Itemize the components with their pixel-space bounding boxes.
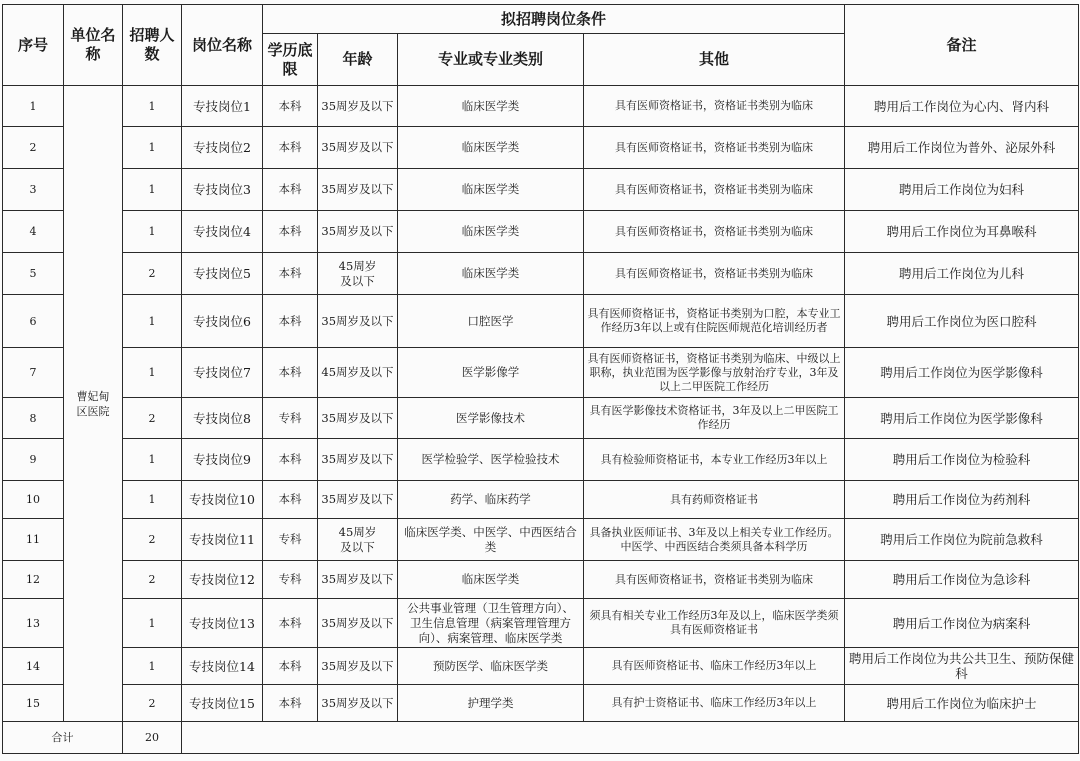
- cell-position: 专技岗位4: [182, 211, 263, 253]
- cell-age: 45周岁及以下: [318, 519, 398, 561]
- cell-remarks: 聘用后工作岗位为医学影像科: [845, 348, 1079, 398]
- cell-count: 1: [123, 127, 182, 169]
- total-label: 合计: [3, 722, 123, 754]
- cell-position: 专技岗位13: [182, 599, 263, 648]
- cell-age: 35周岁及以下: [318, 169, 398, 211]
- cell-count: 1: [123, 169, 182, 211]
- cell-major: 药学、临床药学: [398, 481, 584, 519]
- cell-major: 临床医学类: [398, 169, 584, 211]
- cell-remarks: 聘用后工作岗位为检验科: [845, 439, 1079, 481]
- table-row: [3, 169, 1079, 211]
- table-row: [3, 86, 1079, 127]
- cell-seq: 9: [3, 439, 64, 481]
- header-unit: 单位名称: [64, 5, 123, 86]
- cell-seq: 2: [3, 127, 64, 169]
- table-row: [3, 398, 1079, 439]
- cell-count: 1: [123, 481, 182, 519]
- header-education: 学历底限: [263, 34, 318, 86]
- cell-major: 临床医学类: [398, 86, 584, 127]
- cell-count: 2: [123, 561, 182, 599]
- recruitment-table: [2, 4, 1079, 754]
- cell-remarks: 聘用后工作岗位为儿科: [845, 253, 1079, 295]
- cell-education: 本科: [263, 439, 318, 481]
- cell-major: 临床医学类: [398, 211, 584, 253]
- cell-education: 本科: [263, 648, 318, 685]
- cell-other: 具有医师资格证书，资格证书类别为临床: [584, 211, 845, 253]
- cell-seq: 6: [3, 295, 64, 348]
- cell-major: 护理学类: [398, 685, 584, 722]
- cell-major: 口腔医学: [398, 295, 584, 348]
- cell-age: 35周岁及以下: [318, 481, 398, 519]
- cell-remarks: 聘用后工作岗位为普外、泌尿外科: [845, 127, 1079, 169]
- cell-count: 1: [123, 86, 182, 127]
- cell-major: 临床医学类: [398, 253, 584, 295]
- header-conditions-group: 拟招聘岗位条件: [263, 5, 845, 34]
- cell-other: 具有护士资格证书、临床工作经历3年以上: [584, 685, 845, 722]
- cell-position: 专技岗位7: [182, 348, 263, 398]
- cell-major: 医学检验学、医学检验技术: [398, 439, 584, 481]
- cell-position: 专技岗位15: [182, 685, 263, 722]
- cell-count: 1: [123, 599, 182, 648]
- cell-remarks: 聘用后工作岗位为药剂科: [845, 481, 1079, 519]
- cell-major: 临床医学类: [398, 561, 584, 599]
- cell-education: 本科: [263, 86, 318, 127]
- cell-remarks: 聘用后工作岗位为病案科: [845, 599, 1079, 648]
- cell-age: 35周岁及以下: [318, 211, 398, 253]
- cell-other: 具有医师资格证书、临床工作经历3年以上: [584, 648, 845, 685]
- cell-other: 具有医师资格证书，资格证书类别为临床、中级以上职称，执业范围为医学影像与放射治疗专业，3年及以上二甲医院工作经历: [584, 348, 845, 398]
- cell-education: 本科: [263, 127, 318, 169]
- total-row: [3, 722, 1079, 754]
- cell-count: 1: [123, 295, 182, 348]
- cell-education: 本科: [263, 295, 318, 348]
- cell-position: 专技岗位9: [182, 439, 263, 481]
- cell-count: 2: [123, 519, 182, 561]
- header-position: 岗位名称: [182, 5, 263, 86]
- cell-seq: 1: [3, 86, 64, 127]
- cell-major: 预防医学、临床医学类: [398, 648, 584, 685]
- table-row: [3, 295, 1079, 348]
- cell-age: 35周岁及以下: [318, 599, 398, 648]
- cell-age: 35周岁及以下: [318, 127, 398, 169]
- cell-seq: 5: [3, 253, 64, 295]
- cell-major: 医学影像技术: [398, 398, 584, 439]
- cell-other: 具备执业医师证书、3年及以上相关专业工作经历。中医学、中西医结合类须具备本科学历: [584, 519, 845, 561]
- cell-remarks: 聘用后工作岗位为耳鼻喉科: [845, 211, 1079, 253]
- cell-education: 本科: [263, 481, 318, 519]
- cell-age: 45周岁及以下: [318, 348, 398, 398]
- cell-education: 本科: [263, 685, 318, 722]
- cell-other: 具有医师资格证书，资格证书类别为临床: [584, 253, 845, 295]
- cell-seq: 14: [3, 648, 64, 685]
- cell-other: 具有医师资格证书，资格证书类别为临床: [584, 169, 845, 211]
- cell-major: 公共事业管理（卫生管理方向）、卫生信息管理（病案管理管理方向）、病案管理、临床医学类: [398, 599, 584, 648]
- cell-other: 须具有相关专业工作经历3年及以上，临床医学类须具有医师资格证书: [584, 599, 845, 648]
- table-row: [3, 439, 1079, 481]
- header-seq: 序号: [3, 5, 64, 86]
- table-row: [3, 211, 1079, 253]
- cell-seq: 4: [3, 211, 64, 253]
- table-row: [3, 685, 1079, 722]
- cell-education: 专科: [263, 398, 318, 439]
- cell-education: 本科: [263, 169, 318, 211]
- cell-seq: 10: [3, 481, 64, 519]
- cell-position: 专技岗位6: [182, 295, 263, 348]
- cell-seq: 7: [3, 348, 64, 398]
- cell-remarks: 聘用后工作岗位为心内、肾内科: [845, 86, 1079, 127]
- cell-age: 35周岁及以下: [318, 439, 398, 481]
- cell-seq: 3: [3, 169, 64, 211]
- cell-education: 专科: [263, 519, 318, 561]
- header-major: 专业或专业类别: [398, 34, 584, 86]
- cell-seq: 12: [3, 561, 64, 599]
- cell-position: 专技岗位8: [182, 398, 263, 439]
- cell-other: 具有医师资格证书，资格证书类别为临床: [584, 127, 845, 169]
- cell-remarks: 聘用后工作岗位为妇科: [845, 169, 1079, 211]
- cell-position: 专技岗位11: [182, 519, 263, 561]
- cell-count: 2: [123, 253, 182, 295]
- total-blank: [182, 722, 1079, 754]
- cell-remarks: 聘用后工作岗位为急诊科: [845, 561, 1079, 599]
- cell-count: 1: [123, 648, 182, 685]
- total-count: 20: [123, 722, 182, 754]
- table-row: [3, 599, 1079, 648]
- cell-remarks: 聘用后工作岗位为医口腔科: [845, 295, 1079, 348]
- cell-other: 具有医学影像技术资格证书，3年及以上二甲医院工作经历: [584, 398, 845, 439]
- cell-other: 具有医师资格证书，资格证书类别为口腔，本专业工作经历3年以上或有住院医师规范化培训经历者: [584, 295, 845, 348]
- table-row: [3, 561, 1079, 599]
- cell-age: 35周岁及以下: [318, 398, 398, 439]
- cell-count: 1: [123, 348, 182, 398]
- cell-education: 本科: [263, 348, 318, 398]
- cell-age: 45周岁及以下: [318, 253, 398, 295]
- cell-seq: 15: [3, 685, 64, 722]
- cell-age: 35周岁及以下: [318, 86, 398, 127]
- cell-position: 专技岗位1: [182, 86, 263, 127]
- cell-position: 专技岗位10: [182, 481, 263, 519]
- cell-other: 具有医师资格证书，资格证书类别为临床: [584, 86, 845, 127]
- cell-education: 本科: [263, 253, 318, 295]
- cell-age: 35周岁及以下: [318, 648, 398, 685]
- cell-seq: 13: [3, 599, 64, 648]
- cell-position: 专技岗位12: [182, 561, 263, 599]
- cell-age: 35周岁及以下: [318, 561, 398, 599]
- cell-position: 专技岗位14: [182, 648, 263, 685]
- cell-remarks: 聘用后工作岗位为临床护士: [845, 685, 1079, 722]
- cell-age: 35周岁及以下: [318, 685, 398, 722]
- cell-unit-name: 曹妃甸区医院: [64, 86, 123, 722]
- cell-major: 临床医学类、中医学、中西医结合类: [398, 519, 584, 561]
- table-body: [3, 86, 1079, 722]
- header-remarks: 备注: [845, 5, 1079, 86]
- cell-other: 具有检验师资格证书，本专业工作经历3年以上: [584, 439, 845, 481]
- cell-other: 具有医师资格证书，资格证书类别为临床: [584, 561, 845, 599]
- cell-age: 35周岁及以下: [318, 295, 398, 348]
- header-count: 招聘人数: [123, 5, 182, 86]
- cell-remarks: 聘用后工作岗位为院前急救科: [845, 519, 1079, 561]
- table-row: [3, 648, 1079, 685]
- cell-major: 医学影像学: [398, 348, 584, 398]
- cell-seq: 11: [3, 519, 64, 561]
- cell-position: 专技岗位2: [182, 127, 263, 169]
- table-row: [3, 253, 1079, 295]
- cell-education: 本科: [263, 599, 318, 648]
- cell-seq: 8: [3, 398, 64, 439]
- table-row: [3, 519, 1079, 561]
- table-row: [3, 348, 1079, 398]
- header-age: 年龄: [318, 34, 398, 86]
- cell-education: 专科: [263, 561, 318, 599]
- cell-remarks: 聘用后工作岗位为医学影像科: [845, 398, 1079, 439]
- cell-position: 专技岗位5: [182, 253, 263, 295]
- cell-education: 本科: [263, 211, 318, 253]
- cell-count: 1: [123, 211, 182, 253]
- cell-position: 专技岗位3: [182, 169, 263, 211]
- cell-count: 2: [123, 685, 182, 722]
- cell-remarks: 聘用后工作岗位为共公共卫生、预防保健科: [845, 648, 1079, 685]
- header-other: 其他: [584, 34, 845, 86]
- cell-count: 2: [123, 398, 182, 439]
- table-row: [3, 481, 1079, 519]
- cell-other: 具有药师资格证书: [584, 481, 845, 519]
- cell-major: 临床医学类: [398, 127, 584, 169]
- cell-count: 1: [123, 439, 182, 481]
- table-row: [3, 127, 1079, 169]
